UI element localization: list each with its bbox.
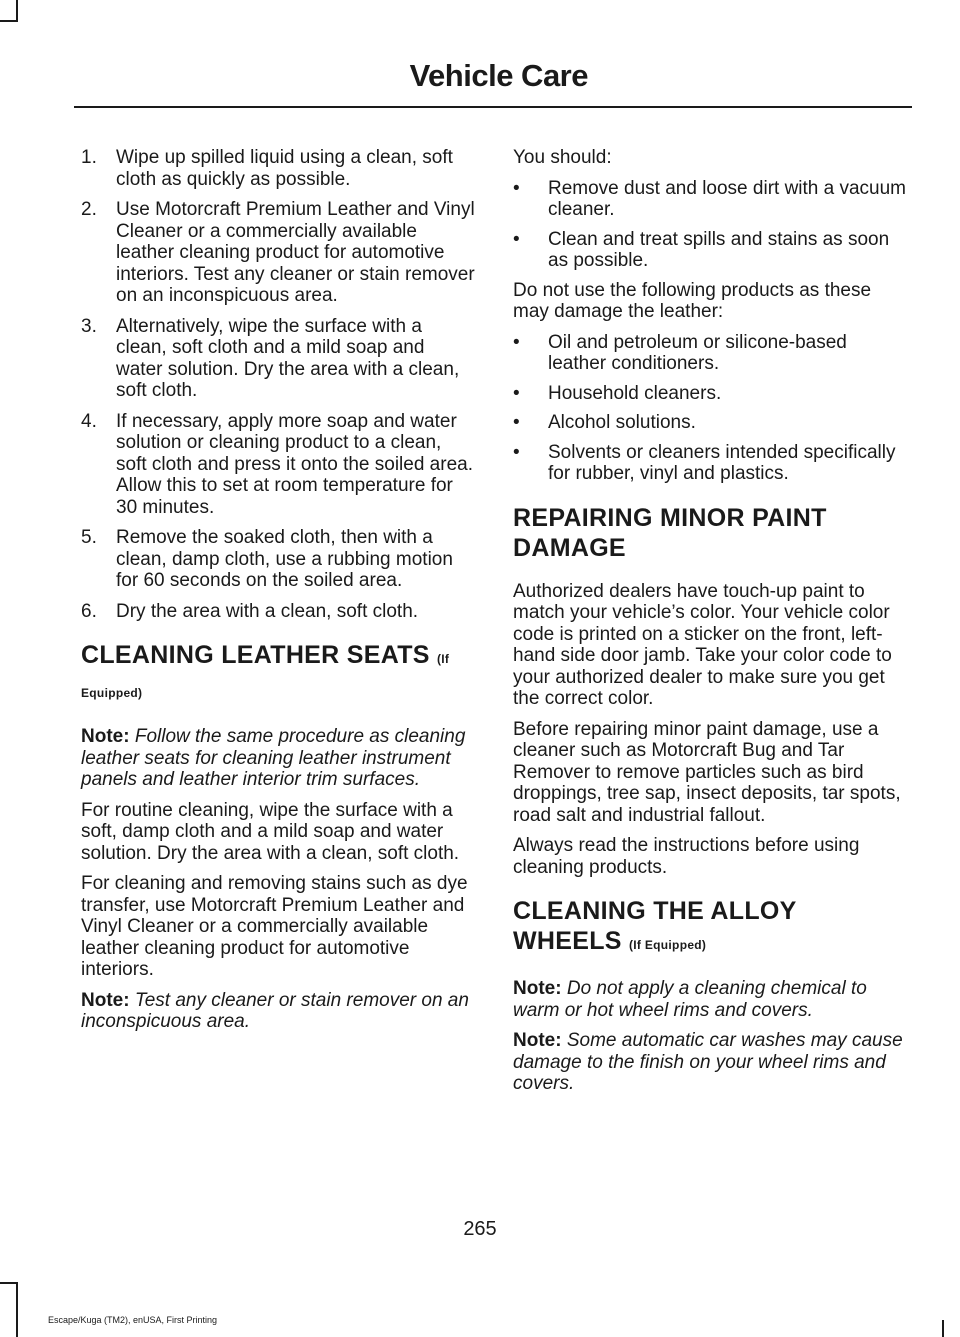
heading-qualifier: (If Equipped) xyxy=(81,652,450,700)
list-item-text: Remove dust and loose dirt with a vacuum cleaner. xyxy=(548,177,907,220)
body-paragraph: Authorized dealers have touch-up paint to match your vehicle’s color. Your vehicle color code is printed on a sticker on the front, left-hand side door jamb. Take your color code to your authorized dealer to make sure you get the correct color. xyxy=(513,580,892,709)
bullet: • xyxy=(513,177,520,199)
page-number: 265 xyxy=(463,1218,497,1240)
note-paragraph xyxy=(513,1030,908,1095)
note-label: Note: xyxy=(513,1030,562,1051)
section-heading-alloy-wheels xyxy=(513,896,908,960)
body-paragraph: Before repairing minor paint damage, use a cleaner such as Motorcraft Bug and Tar Remover to remove particles such as bird droppings, tree sap, insect deposits, tar spots, road salt and industrial fallout. xyxy=(513,718,901,826)
heading-text: CLEANING THE ALLOY WHEELS xyxy=(513,897,797,955)
step-number: 2. xyxy=(81,199,97,220)
bullet: • xyxy=(513,331,520,353)
bullet: • xyxy=(513,228,520,250)
step-number: 3. xyxy=(81,315,97,337)
list-item xyxy=(81,411,475,519)
list-item xyxy=(81,147,475,190)
step-text: If necessary, apply more soap and water solution or cleaning product to a clean, soft cloth and press it onto the soiled area. Allow this to set at room temperature for 30 minutes. xyxy=(116,410,473,518)
step-text: Use Motorcraft Premium Leather and Vinyl Cleaner or a commercially available leather cleaning product for automotive interiors. Test any cleaner or stain remover on an inconspicuous area. xyxy=(116,199,475,306)
header-rule xyxy=(74,106,912,108)
list-item xyxy=(513,442,908,485)
footer-edition: Escape/Kuga (TM2), enUSA, First Printing xyxy=(48,1315,218,1325)
list-item xyxy=(81,199,475,307)
should-list xyxy=(513,178,908,272)
list-item-text: Clean and treat spills and stains as soon as possible. xyxy=(548,228,890,271)
body-paragraph: For routine cleaning, wipe the surface with a soft, damp cloth and a mild soap and water solution. Dry the area with a clean, soft cloth. xyxy=(81,799,460,864)
list-item xyxy=(513,412,908,434)
note-paragraph xyxy=(81,726,475,791)
body-paragraph: You should: xyxy=(513,147,612,168)
list-item xyxy=(513,383,908,405)
crop-mark-top-left-h xyxy=(0,20,18,22)
note-text: Follow the same procedure as cleaning leather seats for cleaning leather instrument panels and leather interior trim surfaces. xyxy=(81,726,466,790)
page-header-title: Vehicle Care xyxy=(409,58,588,93)
section-heading-leather-seats xyxy=(81,640,475,708)
list-item xyxy=(81,601,475,623)
note-text: Test any cleaner or stain remover on an inconspicuous area. xyxy=(81,989,469,1032)
step-text: Wipe up spilled liquid using a clean, soft cloth as quickly as possible. xyxy=(116,147,453,190)
body-paragraph: Always read the instructions before using cleaning products. xyxy=(513,835,860,878)
list-item-text: Solvents or cleaners intended specifically for rubber, vinyl and plastics. xyxy=(548,441,896,484)
body-paragraph: For cleaning and removing stains such as dye transfer, use Motorcraft Premium Leather and Vinyl Cleaner or a commercially available leather cleaning product for automotive interiors. xyxy=(81,873,468,980)
crop-mark-bottom-right-v xyxy=(942,1320,944,1337)
note-text: Some automatic car washes may cause damage to the finish on your wheel rims and covers. xyxy=(513,1030,903,1094)
note-label: Note: xyxy=(81,726,130,747)
list-item-text: Oil and petroleum or silicone-based leather conditioners. xyxy=(548,331,847,374)
note-label: Note: xyxy=(81,989,130,1011)
list-item xyxy=(81,527,475,592)
step-number: 4. xyxy=(81,410,97,432)
step-text: Dry the area with a clean, soft cloth. xyxy=(116,600,419,622)
note-paragraph xyxy=(81,990,475,1033)
bullet: • xyxy=(513,382,520,404)
step-number: 1. xyxy=(81,147,97,168)
left-column xyxy=(81,147,475,1042)
heading-text: REPAIRING MINOR PAINT DAMAGE xyxy=(513,503,827,562)
step-number: 6. xyxy=(81,600,97,622)
note-label: Note: xyxy=(513,978,562,999)
crop-mark-top-left-v xyxy=(16,0,18,22)
step-number: 5. xyxy=(81,527,97,548)
list-item xyxy=(513,178,908,221)
list-item-text: Household cleaners. xyxy=(548,382,722,404)
note-text: Do not apply a cleaning chemical to warm or hot wheel rims and covers. xyxy=(513,978,867,1021)
bullet: • xyxy=(513,412,520,433)
body-paragraph: Do not use the following products as these may damage the leather: xyxy=(513,279,872,322)
list-item xyxy=(513,332,908,375)
section-heading-paint-damage xyxy=(513,503,908,563)
cleaning-steps-list xyxy=(81,147,475,622)
heading-text: CLEANING LEATHER SEATS xyxy=(81,641,430,669)
step-text: Remove the soaked cloth, then with a clean, damp cloth, use a rubbing motion for 60 seconds on the soiled area. xyxy=(116,527,453,591)
crop-mark-bottom-left-h xyxy=(0,1282,18,1284)
bullet: • xyxy=(513,441,520,463)
list-item xyxy=(513,229,908,272)
heading-qualifier: (If Equipped) xyxy=(629,938,707,952)
note-paragraph xyxy=(513,978,908,1021)
list-item-text: Alcohol solutions. xyxy=(548,412,696,433)
right-column xyxy=(513,147,908,1104)
do-not-list xyxy=(513,332,908,485)
crop-mark-bottom-left-v xyxy=(16,1282,18,1337)
step-text: Alternatively, wipe the surface with a clean, soft cloth and a mild soap and water solution. Dry the area with a clean, soft cloth. xyxy=(116,315,460,401)
list-item xyxy=(81,316,475,402)
